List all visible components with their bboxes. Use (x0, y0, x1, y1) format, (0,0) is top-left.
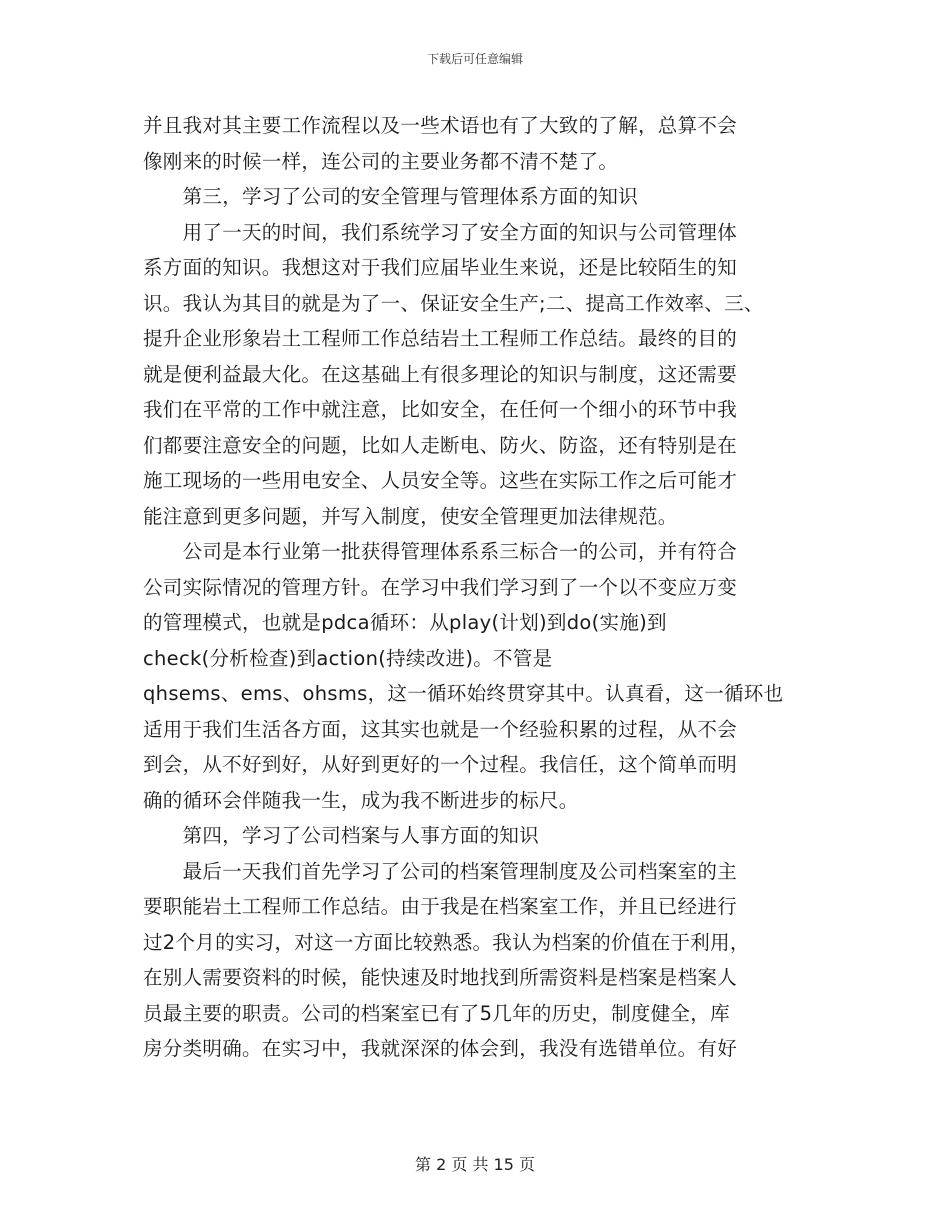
text-line: 像刚来的时候一样，连公司的主要业务都不清不楚了。 (143, 149, 619, 173)
text-line: 能注意到更多问题，并写入制度，使安全管理更加法律规范。 (143, 504, 678, 528)
text-line: 在别人需要资料的时候，能快速及时地找到所需资料是档案是档案人 (143, 966, 738, 989)
text-line: 我们在平常的工作中就注意，比如安全，在任何一个细小的环节中我 (143, 398, 738, 421)
text-line: 要职能岩土工程师工作总结。由于我是在档案室工作，并且已经进行 (143, 895, 738, 918)
text-line: 施工现场的一些用电安全、人员安全等。这些在实际工作之后可能才 (143, 469, 738, 492)
section-heading: 第三，学习了公司的安全管理与管理体系方面的知识 (143, 185, 639, 208)
text-line: 们都要注意安全的问题，比如人走断电、防火、防盗，还有特别是在 (143, 433, 738, 457)
text-line: 用了一天的时间，我们系统学习了安全方面的知识与公司管理体 (143, 220, 738, 244)
text-line: qhsems、ems、ohsms，这一循环始终贯穿其中。认真看，这一循环也 (143, 682, 784, 705)
text-line: 提升企业形象岩土工程师工作总结岩土工程师工作总结。最终的目的 (143, 327, 738, 350)
text-line: 最后一天我们首先学习了公司的档案管理制度及公司档案室的主 (143, 859, 738, 883)
text-line: 的管理模式，也就是pdca循环：从play(计划)到do(实施)到 (143, 611, 667, 634)
document-body (143, 108, 823, 1067)
text-line: 公司实际情况的管理方针。在学习中我们学习到了一个以不变应万变 (143, 575, 738, 599)
text-line: 到会，从不好到好，从好到更好的一个过程。我信任，这个简单而明 (143, 753, 738, 776)
page-header: 下载后可任意编辑 (426, 52, 523, 66)
text-line: 员最主要的职责。公司的档案室已有了5几年的历史，制度健全，库 (143, 1001, 730, 1025)
text-line: 公司是本行业第一批获得管理体系系三标合一的公司，并有符合 (143, 540, 738, 563)
text-line: 就是便利益最大化。在这基础上有很多理论的知识与制度，这还需要 (143, 362, 738, 386)
text-line: 并且我对其主要工作流程以及一些术语也有了大致的了解，总算不会 (143, 114, 738, 137)
page-footer: 第 2 页 共 15 页 (415, 1155, 535, 1174)
text-line: 过2个月的实习，对这一方面比较熟悉。我认为档案的价值在于利用， (143, 930, 750, 954)
text-line: 房分类明确。在实习中，我就深深的体会到，我没有选错单位。有好 (143, 1037, 738, 1060)
section-heading: 第四，学习了公司档案与人事方面的知识 (143, 824, 540, 847)
text-line: 识。我认为其目的就是为了一、保证安全生产;二、提高工作效率、三、 (143, 291, 764, 315)
text-line: 系方面的知识。我想这对于我们应届毕业生来说，还是比较陌生的知 (143, 256, 738, 279)
text-line: check(分析检查)到action(持续改进)。不管是 (143, 646, 553, 670)
text-line: 适用于我们生活各方面，这其实也就是一个经验积累的过程，从不会 (143, 717, 738, 741)
text-line: 确的循环会伴随我一生，成为我不断进步的标尺。 (143, 788, 579, 812)
